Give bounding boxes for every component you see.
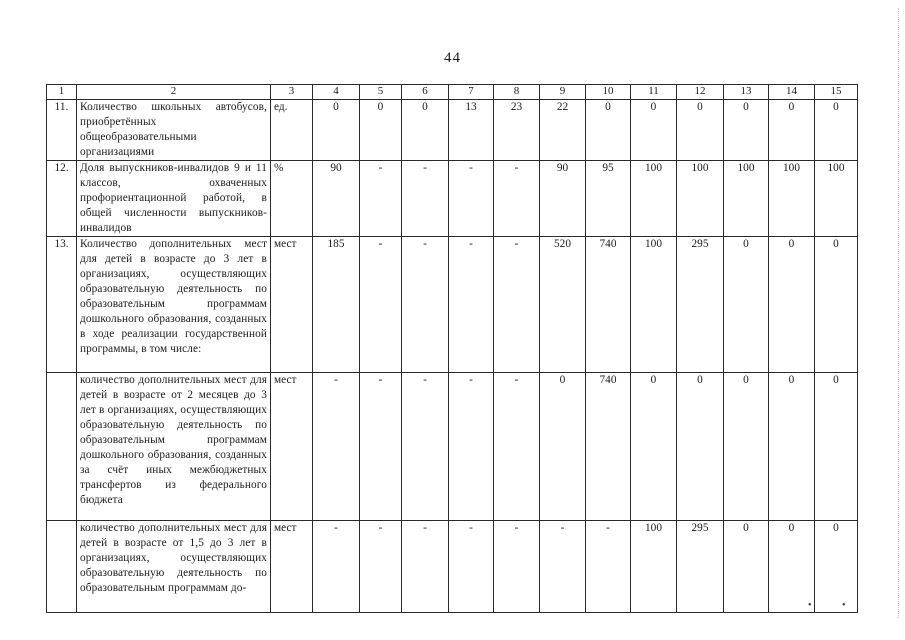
- value-cell: -: [449, 521, 494, 613]
- value-cell: -: [360, 521, 402, 613]
- value-cell: -: [449, 237, 494, 373]
- indicators-table: [46, 84, 858, 613]
- table-row: [47, 373, 858, 521]
- value-cell: -: [402, 237, 449, 373]
- value-cell: -: [494, 373, 540, 521]
- table-row: [47, 521, 858, 613]
- value-cell: 100: [769, 161, 815, 237]
- header-cell: 14: [769, 85, 815, 100]
- value-cell: 0: [769, 100, 815, 161]
- value-cell: -: [449, 373, 494, 521]
- header-cell: 4: [313, 85, 360, 100]
- header-cell: 11: [631, 85, 677, 100]
- indicator-label: количество дополнительных мест для детей в возрасте от 1,5 до 3 лет в организациях, осуществляющих образовательную деятельность по образовательным программам до-: [77, 521, 271, 613]
- header-cell: 6: [402, 85, 449, 100]
- value-cell: 0: [815, 373, 858, 521]
- value-cell: 0: [586, 100, 631, 161]
- unit-cell: ед.: [271, 100, 313, 161]
- value-cell: 0: [724, 100, 769, 161]
- value-cell: -: [360, 237, 402, 373]
- header-cell: 7: [449, 85, 494, 100]
- indicator-label: Количество школьных автобусов, приобретённых общеобразовательными организациями: [77, 100, 271, 161]
- indicator-label: Количество дополнительных мест для детей в возрасте до 3 лет в организациях, осуществляющих образовательную деятельность по образовательным программам дошкольного образования, созданных в ходе реализации государственной программы, в том числе:: [77, 237, 271, 373]
- value-cell: 0: [402, 100, 449, 161]
- indicator-label: Доля выпускников-инвалидов 9 и 11 классов, охваченных профориентационной работой, в общей численности выпускников-инвалидов: [77, 161, 271, 237]
- scan-mark: •: [808, 600, 812, 611]
- value-cell: 0: [631, 373, 677, 521]
- value-cell: 0: [815, 521, 858, 613]
- value-cell: 0: [677, 373, 724, 521]
- table-row: [47, 100, 858, 161]
- header-cell: 9: [540, 85, 586, 100]
- row-number: [47, 521, 77, 613]
- value-cell: 23: [494, 100, 540, 161]
- value-cell: 0: [769, 237, 815, 373]
- value-cell: 0: [540, 373, 586, 521]
- value-cell: -: [402, 521, 449, 613]
- unit-cell: %: [271, 161, 313, 237]
- value-cell: -: [360, 161, 402, 237]
- value-cell: 100: [631, 161, 677, 237]
- value-cell: 90: [540, 161, 586, 237]
- row-number: 12.: [47, 161, 77, 237]
- value-cell: 0: [724, 237, 769, 373]
- value-cell: -: [402, 373, 449, 521]
- scan-mark: •: [842, 600, 846, 611]
- value-cell: 0: [815, 237, 858, 373]
- value-cell: 100: [631, 237, 677, 373]
- value-cell: -: [360, 373, 402, 521]
- header-cell: 13: [724, 85, 769, 100]
- value-cell: 0: [677, 100, 724, 161]
- value-cell: 100: [631, 521, 677, 613]
- row-number: 13.: [47, 237, 77, 373]
- row-number: 11.: [47, 100, 77, 161]
- header-row: [47, 85, 858, 100]
- header-cell: 12: [677, 85, 724, 100]
- value-cell: 0: [631, 100, 677, 161]
- value-cell: 0: [769, 521, 815, 613]
- row-number: [47, 373, 77, 521]
- value-cell: 185: [313, 237, 360, 373]
- table-row: [47, 237, 858, 373]
- header-cell: 15: [815, 85, 858, 100]
- header-cell: 10: [586, 85, 631, 100]
- value-cell: -: [313, 373, 360, 521]
- header-cell: 5: [360, 85, 402, 100]
- value-cell: -: [494, 161, 540, 237]
- value-cell: -: [586, 521, 631, 613]
- value-cell: 0: [724, 521, 769, 613]
- value-cell: -: [402, 161, 449, 237]
- value-cell: -: [494, 521, 540, 613]
- table-body: [47, 85, 858, 613]
- value-cell: -: [494, 237, 540, 373]
- value-cell: -: [313, 521, 360, 613]
- value-cell: 0: [815, 100, 858, 161]
- table-row: [47, 161, 858, 237]
- indicator-label: количество дополнительных мест для детей в возрасте от 2 месяцев до 3 лет в организациях, осуществляющих образовательную деятельность по образовательным программам дошкольного образования, созданных за счёт иных межбюджетных трансфертов из федерального бюджета: [77, 373, 271, 521]
- page-edge: [878, 8, 899, 618]
- value-cell: 0: [360, 100, 402, 161]
- page-number: 44: [444, 50, 461, 66]
- value-cell: 740: [586, 237, 631, 373]
- value-cell: 295: [677, 521, 724, 613]
- header-cell: 3: [271, 85, 313, 100]
- value-cell: 22: [540, 100, 586, 161]
- header-cell: 2: [77, 85, 271, 100]
- unit-cell: мест: [271, 521, 313, 613]
- header-cell: 1: [47, 85, 77, 100]
- value-cell: 520: [540, 237, 586, 373]
- value-cell: 100: [815, 161, 858, 237]
- value-cell: 0: [313, 100, 360, 161]
- value-cell: 100: [724, 161, 769, 237]
- value-cell: 0: [769, 373, 815, 521]
- value-cell: 740: [586, 373, 631, 521]
- value-cell: -: [449, 161, 494, 237]
- header-cell: 8: [494, 85, 540, 100]
- value-cell: 0: [724, 373, 769, 521]
- unit-cell: мест: [271, 237, 313, 373]
- value-cell: 95: [586, 161, 631, 237]
- value-cell: 13: [449, 100, 494, 161]
- value-cell: -: [540, 521, 586, 613]
- value-cell: 295: [677, 237, 724, 373]
- value-cell: 90: [313, 161, 360, 237]
- value-cell: 100: [677, 161, 724, 237]
- unit-cell: мест: [271, 373, 313, 521]
